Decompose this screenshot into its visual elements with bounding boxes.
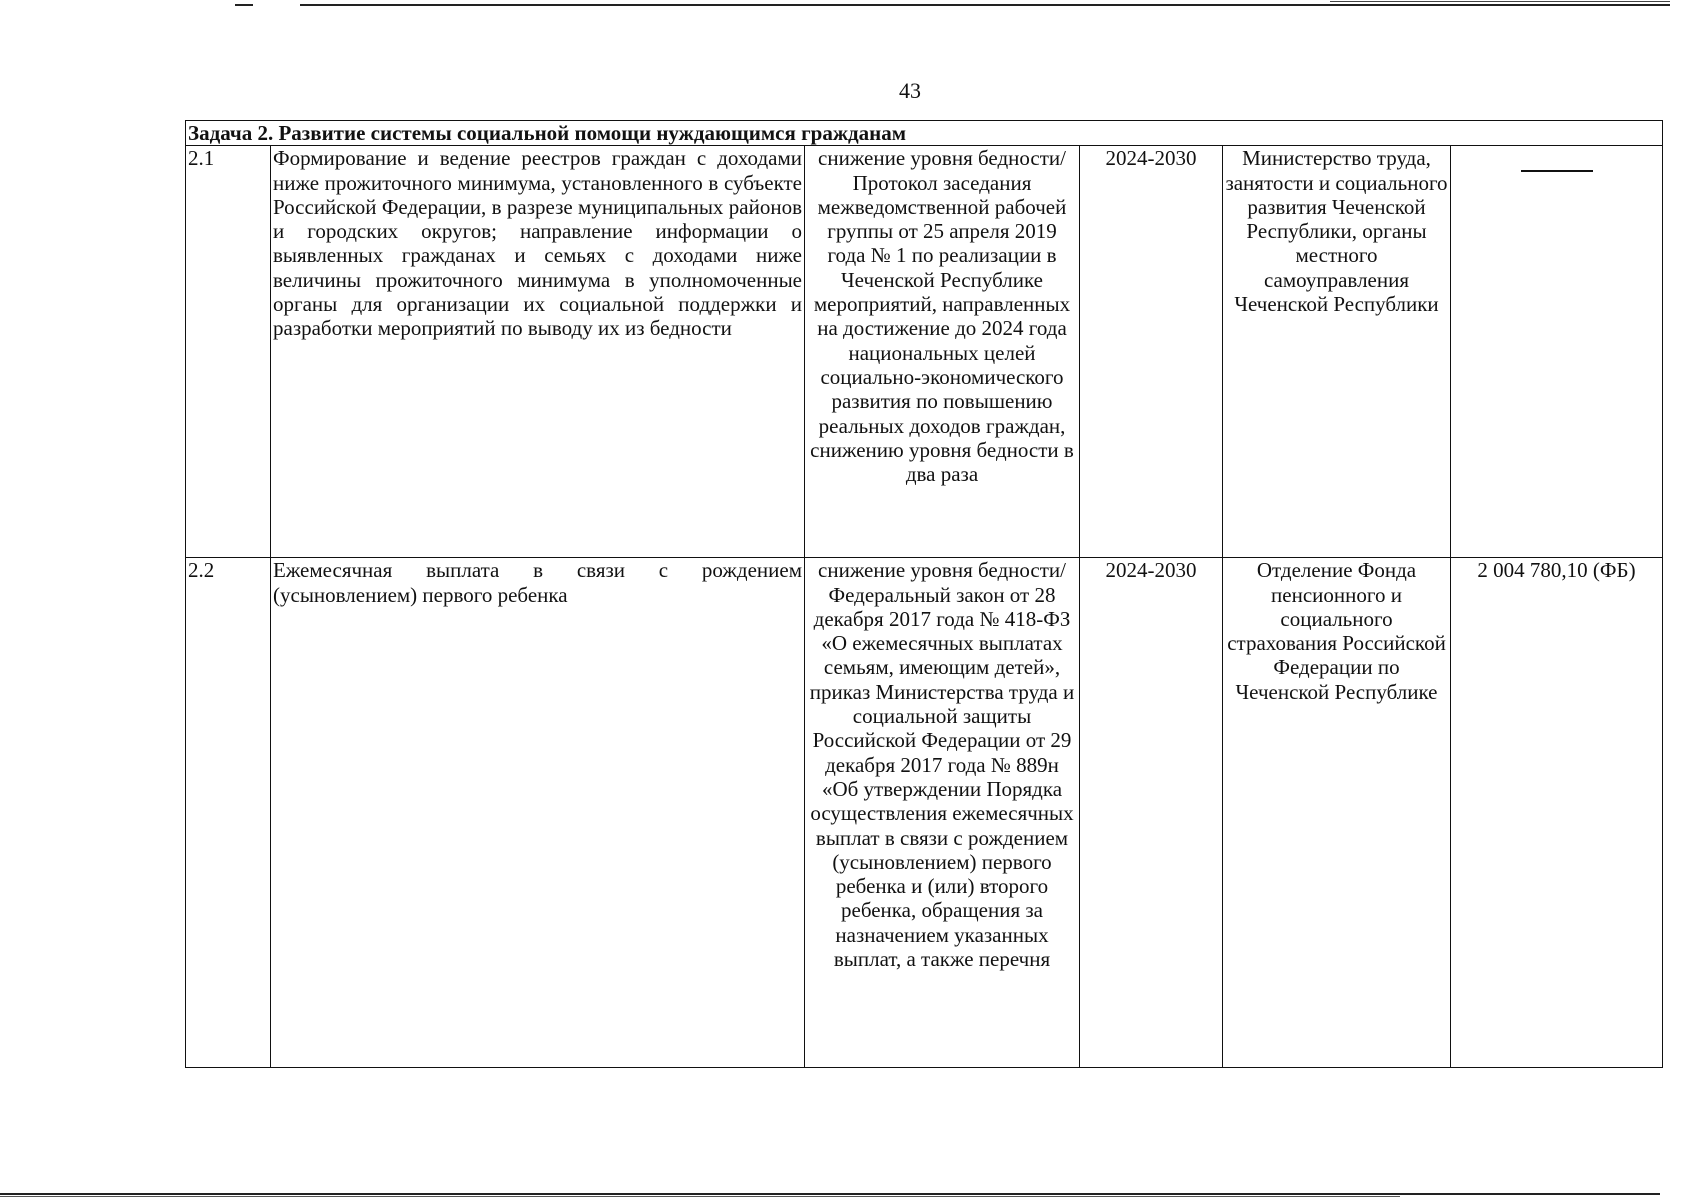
implementation-period: 2024-2030 bbox=[1080, 558, 1223, 1068]
indicator-basis: снижение уровня бедности/ Протокол заседания межведомственной рабочей группы от 25 апреля 2019 года № 1 по реализации в Чеченской Республике мероприятий, направленных на достижение до 2024 года национальных целей социально-экономического развития по повышению реальных доходов граждан, снижению уровня бедности в два раза bbox=[805, 146, 1080, 558]
responsible-executor: Министерство труда, занятости и социального развития Чеченской Республики, органы местного самоуправления Чеченской Республики bbox=[1223, 146, 1451, 558]
scan-artifact-bottom-line bbox=[0, 1193, 1660, 1195]
implementation-period: 2024-2030 bbox=[1080, 146, 1223, 558]
row-number: 2.1 bbox=[186, 146, 271, 558]
row-number: 2.2 bbox=[186, 558, 271, 1068]
funding-amount: 2 004 780,10 (ФБ) bbox=[1451, 558, 1663, 1068]
table-row bbox=[186, 146, 1663, 558]
indicator-basis: снижение уровня бедности/ Федеральный закон от 28 декабря 2017 года № 418-ФЗ «О ежемесячных выплатах семьям, имеющим детей», приказ Министерства труда и социальной защиты Российской Федерации от 29 декабря 2017 года № 889н «Об утверждении Порядка осуществления ежемесячных выплат в связи с рождением (усыновлением) первого ребенка и (или) второго ребенка, обращения за назначением указанных выплат, а также перечня bbox=[805, 558, 1080, 1068]
measures-table bbox=[185, 120, 1663, 1068]
funding-cell bbox=[1451, 146, 1663, 558]
scan-artifact-top-line bbox=[300, 4, 1670, 6]
table-row bbox=[186, 558, 1663, 1068]
measure-description: Ежемесячная выплата в связи с рождением (усыновлением) первого ребенка bbox=[271, 558, 805, 1068]
task-heading: Задача 2. Развитие системы социальной помощи нуждающимся гражданам bbox=[186, 121, 1663, 146]
scan-artifact-bottom-line-thin bbox=[0, 1196, 1400, 1197]
scan-artifact-top-dash bbox=[235, 4, 253, 6]
measure-description: Формирование и ведение реестров граждан с доходами ниже прожиточного минимума, установленного в субъекте Российской Федерации, в разрезе муниципальных районов и городских округов; направление информации о выявленных гражданах и семьях с доходами ниже величины прожиточного минимума в уполномоченные органы для организации их социальной поддержки и разработки мероприятий по выводу их из бедности bbox=[271, 146, 805, 558]
page-number: 43 bbox=[899, 78, 921, 103]
scan-artifact-top-line-thin bbox=[1330, 1, 1670, 2]
responsible-executor: Отделение Фонда пенсионного и социального страхования Российской Федерации по Чеченской Республике bbox=[1223, 558, 1451, 1068]
no-funding-dash bbox=[1521, 170, 1593, 172]
task-heading-row bbox=[186, 121, 1663, 146]
